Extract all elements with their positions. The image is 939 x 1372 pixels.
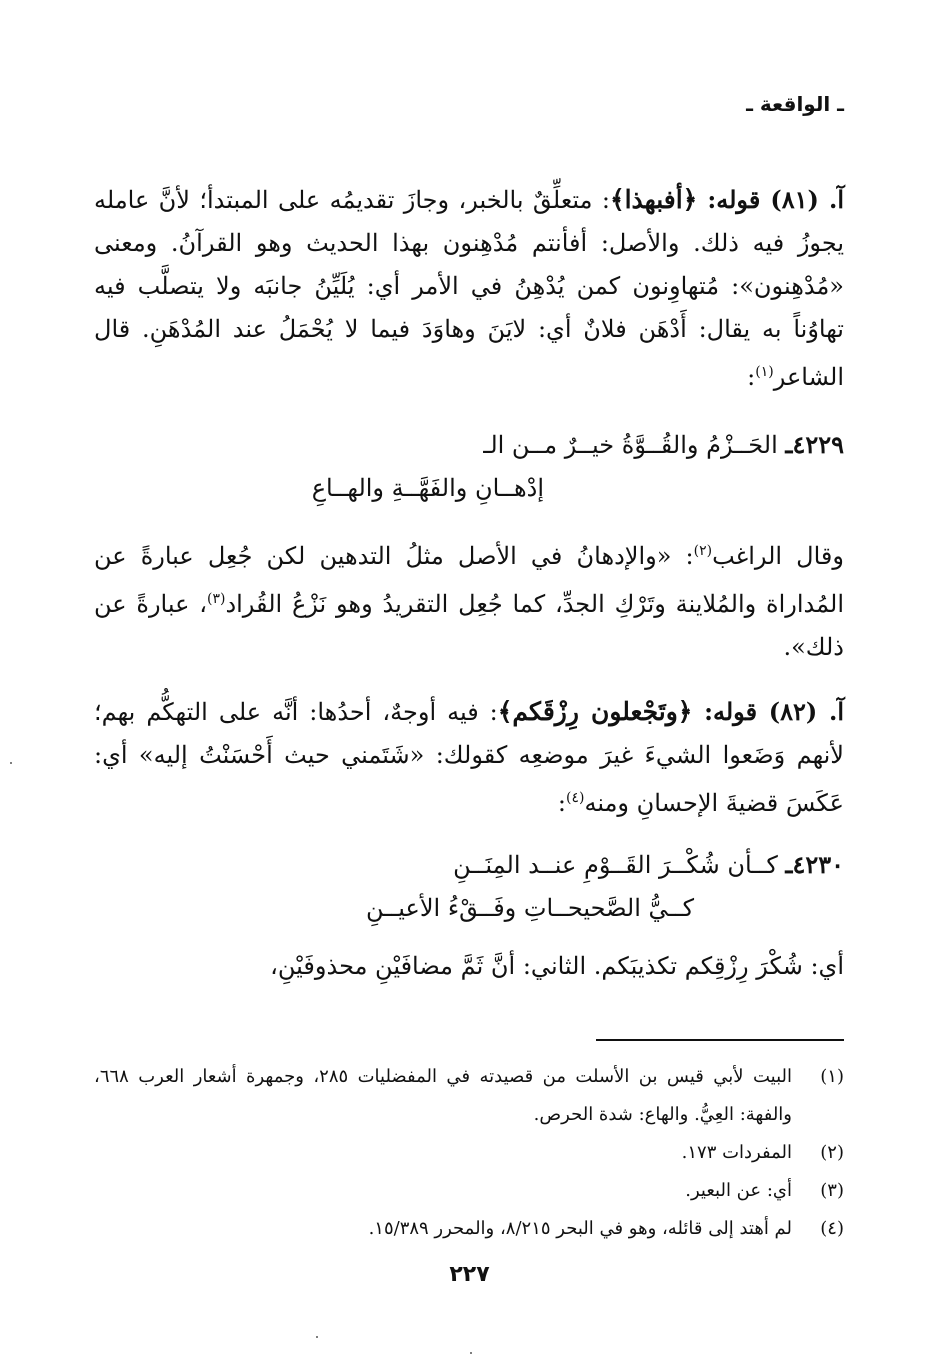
poem-4229-hemistich-2: إدْهــانِ والفَهَّــةِ والهــاعِ [311,474,544,502]
paragraph-verse-82 [94,690,844,825]
verse-82-quote: ﴿وتَجْعلون رِزْقَكم﴾ [497,697,693,726]
verse-81-end: : [747,363,756,391]
page-number: ٢٢٧ [449,1262,490,1287]
footnote-text: البيت لأبي قيس بن الأسلت من قصيدته في المفضليات ٢٨٥، وجمهرة أشعار العرب ٦٦٨، والفهة: العِيُّ. والهاع: شدة الحرص. [94,1066,793,1125]
footnote-item [94,1172,844,1210]
footnote-ref-4: (٤) [565,790,585,806]
verse-82-lead: آ. (٨٢) قوله: [692,697,844,726]
verse-82-end: : [557,789,566,817]
footnote-item [94,1134,844,1172]
paragraph-verse-81 [94,178,844,399]
raghib-text-b: : «والإدهانُ في الأصل مثلُ التدهين لكن جُعِل عبارةً عن المُداراة والمُلاينة وتَرْكِ الجدِّ، كما جُعِل التقريدُ وهو نَزْعُ القُراد [94,542,844,618]
poem-4229-hemistich-1: الحَــزْمُ والقُــوَّةُ خيــرٌ مــن الـ [483,431,778,459]
footnote-ref-2: (٢) [693,543,713,559]
poem-4230-hemistich-2: كــيُّ الصَّحيحــاتِ وفَــقْءُ الأعيــنِ [365,894,694,922]
running-title: ـ الواقعة ـ [746,92,844,116]
footnote-ref-3: (٣) [206,591,226,607]
poem-4230-number: ٤٢٣٠ـ [785,850,844,879]
poem-4230-hemistich-1: كــأن شُكْــرَ القَــوْمِ عنــد المِنَــنِ [453,851,778,879]
footnote-text: المفردات ١٧٣. [681,1142,792,1163]
footnote-number: (٤) [820,1218,844,1239]
raghib-text-c: ، عبارةً عن ذلك». [94,590,844,661]
raghib-text-a: وقال الراغب [712,542,844,570]
footnote-number: (٣) [820,1180,844,1201]
scan-speck [316,1336,318,1338]
poem-4229-line-1 [94,423,844,467]
scan-speck [470,1352,472,1354]
footnote-number: (١) [820,1066,844,1087]
verse-82-text: : فيه أوجهٌ، أحدُها: أنَّه على التهكُّم بهم؛ لأنهم وَضَعوا الشيءَ غيرَ موضعِه كقولك: «شَتَمني حيث أَحْسَنْتُ إليه» أي: عَكَسَ قضيةَ الإحسانِ ومنه [94,698,844,817]
footnote-text: لم أهتد إلى قائله، وهو في البحر ٨/٢١٥، والمحرر ١٥/٣٨٩. [368,1218,792,1239]
footnotes [94,1058,844,1248]
paragraph-raghib [94,530,844,669]
verse-81-lead: آ. (٨١) قوله: [697,185,844,214]
footnote-ref-1: (١) [755,364,774,380]
footnote-text: أي: عن البعير. [685,1180,792,1201]
closing-text: أي: شُكْرَ رِزْقِكم تكذيبَكم. الثاني: أنَّ ثَمَّ مضافَيْنِ محذوفَيْنِ، [270,952,844,980]
poem-4230 [94,843,844,930]
verse-81-text: : متعلِّقٌ بالخبر، وجازَ تقديمُه على المبتدأ؛ لأنَّ عامله يجوزُ فيه ذلك. والأصل: أفأنتم مُدْهِنون بهذا الحديث وهو القرآنُ. ومعنى «مُدْهِنون»: مُتهاوِنون كمن يُدْهِنُ في الأمر أي: يُلَيِّنُ جانبَه ولا يتصلَّب فيه تهاوُناً به يقال: أَدْهَن فلانٌ أي: لايَنَ وهاوَدَ فيما لا يُحْمَلُ عند المُدْهَنِ. قال الشاعر [94,186,845,391]
poem-4229-number: ٤٢٢٩ـ [785,430,844,459]
footnote-item [94,1058,844,1134]
verse-81-quote: ﴿أفبهذا﴾ [609,185,698,214]
footnote-item [94,1210,844,1248]
footnote-separator [596,1039,844,1041]
poem-4229 [94,423,844,510]
poem-4230-line-1 [94,843,844,887]
paragraph-closing [94,945,844,988]
footnote-number: (٢) [820,1142,844,1163]
scan-speck [10,762,12,764]
